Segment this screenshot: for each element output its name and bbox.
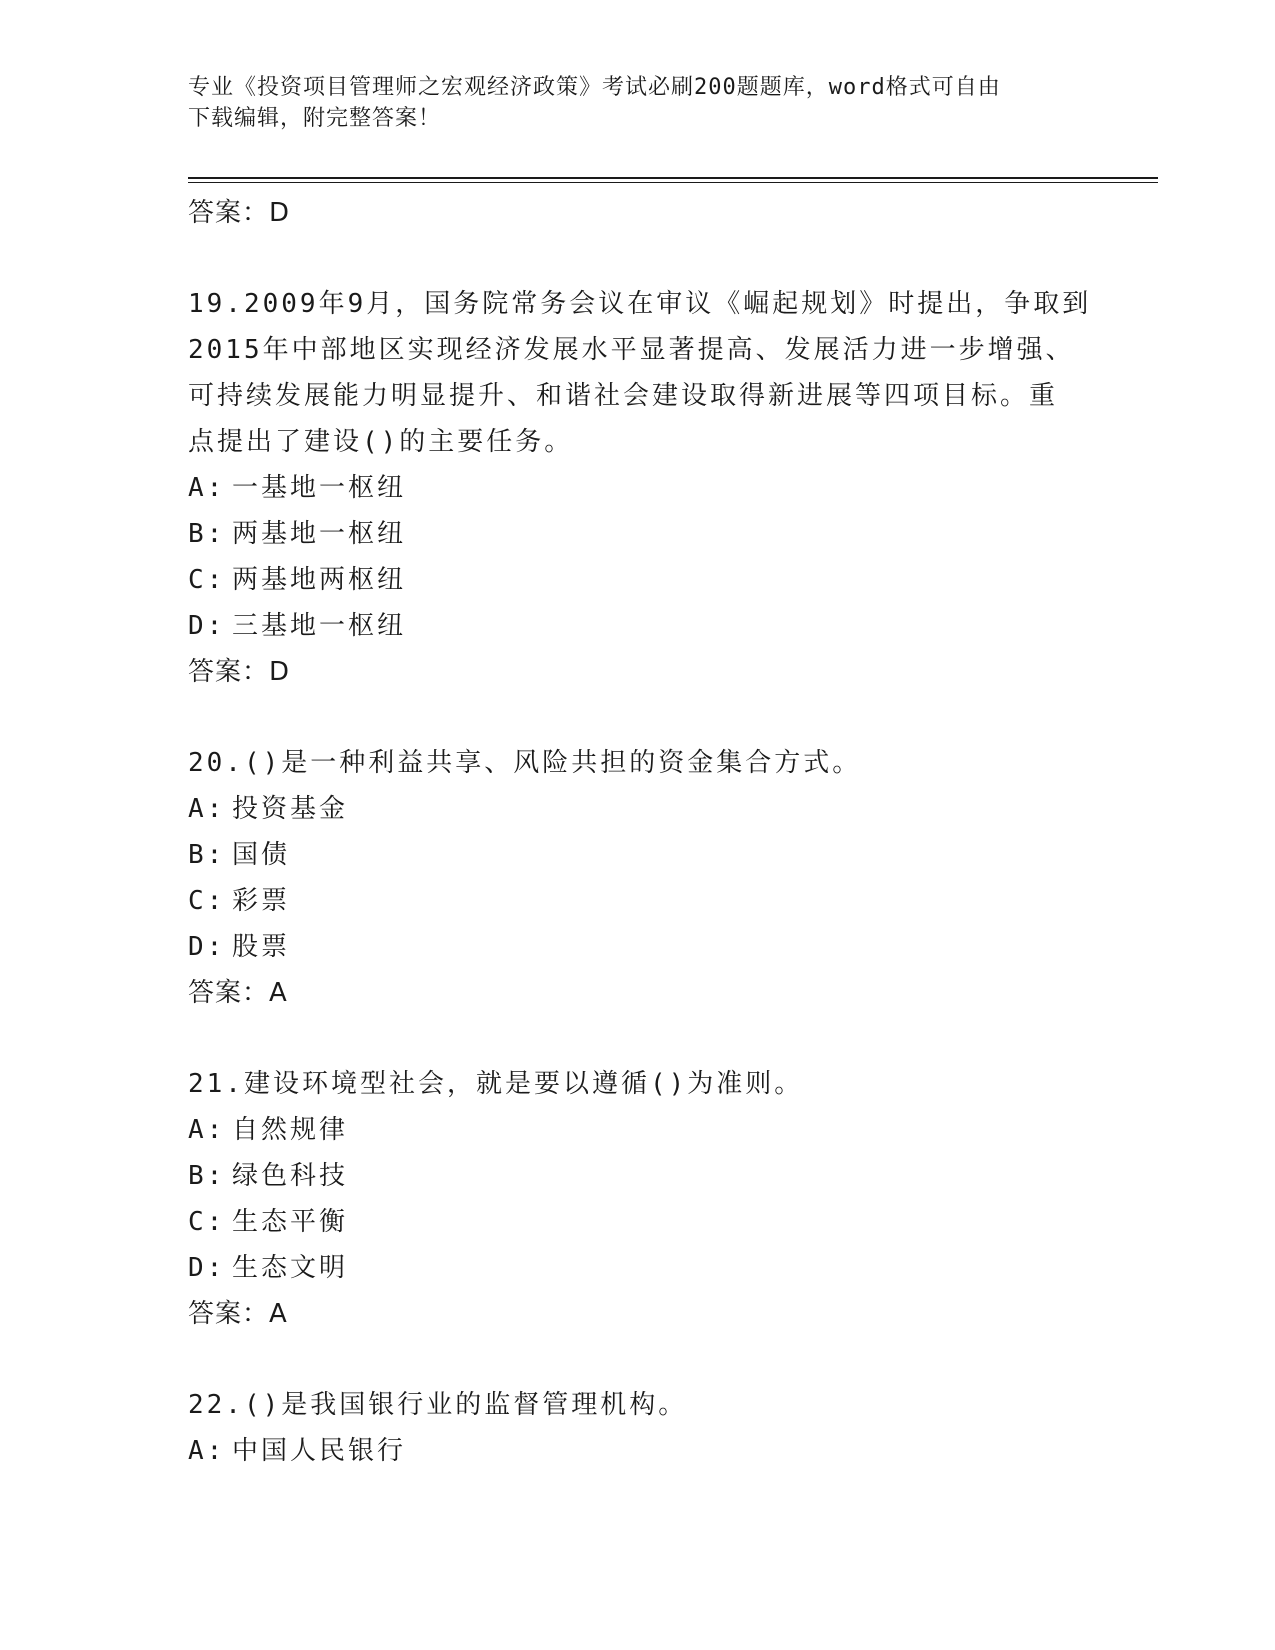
option-text: 生态平衡 xyxy=(232,1207,349,1237)
header-line-2: 下载编辑，附完整答案！ xyxy=(188,106,442,131)
header-rule-thick xyxy=(188,177,1158,179)
option-c xyxy=(188,557,1188,603)
option-text: 国债 xyxy=(232,840,291,870)
option-a xyxy=(188,786,1188,832)
option-label: A: xyxy=(188,1436,226,1466)
option-label: B: xyxy=(188,840,226,870)
question-block xyxy=(188,1061,1188,1337)
option-b xyxy=(188,511,1188,557)
option-label: D: xyxy=(188,1253,226,1283)
header-line-1: 专业《投资项目管理师之宏观经济政策》考试必刷200题题库，word格式可自由 xyxy=(188,75,1001,100)
option-label: A: xyxy=(188,473,226,503)
option-label: D: xyxy=(188,932,226,962)
option-text: 一基地一枢纽 xyxy=(232,473,407,503)
question-stem-line: 22.()是我国银行业的监督管理机构。 xyxy=(188,1390,688,1420)
answer-line: 答案：A xyxy=(188,978,288,1008)
header-rule-thin xyxy=(188,182,1158,183)
question-block xyxy=(188,1382,1188,1474)
option-d xyxy=(188,924,1188,970)
answer-line: 答案：D xyxy=(188,198,291,228)
option-b xyxy=(188,832,1188,878)
question-block xyxy=(188,281,1188,695)
answer-line: 答案：A xyxy=(188,1299,288,1329)
option-a xyxy=(188,1428,1188,1474)
option-label: B: xyxy=(188,1161,226,1191)
option-text: 彩票 xyxy=(232,886,291,916)
question-block xyxy=(188,740,1188,1016)
option-text: 自然规律 xyxy=(232,1115,349,1145)
option-text: 股票 xyxy=(232,932,291,962)
option-c xyxy=(188,1199,1188,1245)
option-a xyxy=(188,465,1188,511)
option-b xyxy=(188,1153,1188,1199)
option-d xyxy=(188,1245,1188,1291)
option-c xyxy=(188,878,1188,924)
option-a xyxy=(188,1107,1188,1153)
option-d xyxy=(188,603,1188,649)
option-label: C: xyxy=(188,886,226,916)
question-content xyxy=(188,190,1188,1474)
question-stem-line: 点提出了建设()的主要任务。 xyxy=(188,427,574,457)
answer-line: 答案：D xyxy=(188,657,291,687)
option-label: C: xyxy=(188,1207,226,1237)
question-stem-line: 20.()是一种利益共享、风险共担的资金集合方式。 xyxy=(188,748,862,778)
question-stem-line: 19.2009年9月，国务院常务会议在审议《崛起规划》时提出，争取到 xyxy=(188,289,1092,319)
option-label: C: xyxy=(188,565,226,595)
option-label: D: xyxy=(188,611,226,641)
option-text: 生态文明 xyxy=(232,1253,349,1283)
document-header xyxy=(188,72,1088,134)
question-stem-line: 21.建设环境型社会，就是要以遵循()为准则。 xyxy=(188,1069,804,1099)
option-text: 三基地一枢纽 xyxy=(232,611,407,641)
question-stem-line: 2015年中部地区实现经济发展水平显著提高、发展活力进一步增强、 xyxy=(188,335,1075,365)
option-text: 两基地一枢纽 xyxy=(232,519,407,549)
option-text: 绿色科技 xyxy=(232,1161,349,1191)
option-text: 中国人民银行 xyxy=(232,1436,407,1466)
option-text: 投资基金 xyxy=(232,794,349,824)
question-stem-line: 可持续发展能力明显提升、和谐社会建设取得新进展等四项目标。重 xyxy=(188,381,1059,411)
option-text: 两基地两枢纽 xyxy=(232,565,407,595)
option-label: B: xyxy=(188,519,226,549)
option-label: A: xyxy=(188,794,226,824)
option-label: A: xyxy=(188,1115,226,1145)
